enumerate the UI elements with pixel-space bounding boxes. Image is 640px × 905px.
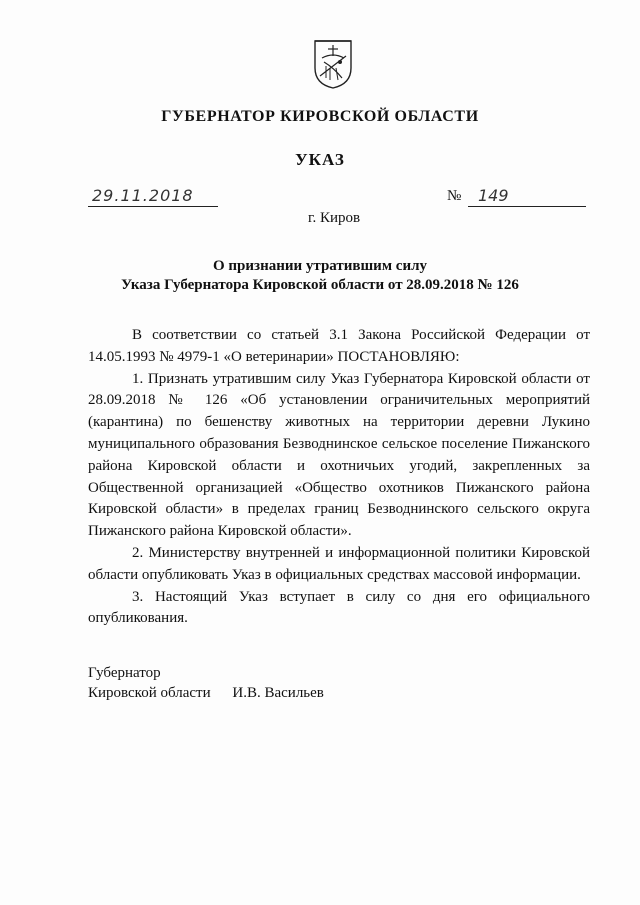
clause-3-paragraph: 3. Настоящий Указ вступает в силу со дня его официального опубликования. <box>88 588 590 627</box>
decree-number-field <box>468 188 586 207</box>
subject-line-2: Указа Губернатора Кировской области от 28.09.2018 № 126 <box>121 277 519 293</box>
clause-2-paragraph: 2. Министерству внутренней и информационной политики Кировской области опубликовать Указ в официальных средствах массовой информации. <box>88 544 590 583</box>
city-label: г. Киров <box>308 210 361 226</box>
preamble-paragraph: В соответствии со статьей 3.1 Закона Российской Федерации от 14.05.1993 № 4979-1 «О ветеринарии» ПОСТАНОВЛЯЮ: <box>88 327 590 365</box>
decree-number: 149 <box>478 186 509 205</box>
number-sign-label: № <box>447 188 462 204</box>
signature-block <box>88 663 324 703</box>
subject-line-1: О признании утратившим силу <box>213 258 427 274</box>
decree-date-field <box>88 188 218 207</box>
decree-date: 29.11.2018 <box>92 186 194 205</box>
document-type-title: УКАЗ <box>295 150 345 169</box>
signatory-position-line-2: Кировской области <box>88 685 211 701</box>
organization-title: ГУБЕРНАТОР КИРОВСКОЙ ОБЛАСТИ <box>161 108 479 125</box>
signatory-position-line-1: Губернатор <box>88 665 161 681</box>
kirov-oblast-coat-of-arms-icon <box>312 38 354 90</box>
clause-1-paragraph: 1. Признать утратившим силу Указ Губернатора Кировской области от 28.09.2018 № 126 «Об установлении ограничительных мероприятий (карантина) по бешенству животных на территории деревни Лукино муниципального образования Безводнинское сельское поселение Пижанского района Кировской области и охотничьих угодий, закрепленных за Общественной организацией «Общество охотников Пижанского района Кировской области» в пределах границ Безводнинского сельского округа Пижанского района Кировской области». <box>88 370 590 540</box>
decree-subject <box>0 257 640 295</box>
signatory-name: И.В. Васильев <box>232 685 324 701</box>
decree-body <box>88 325 590 630</box>
